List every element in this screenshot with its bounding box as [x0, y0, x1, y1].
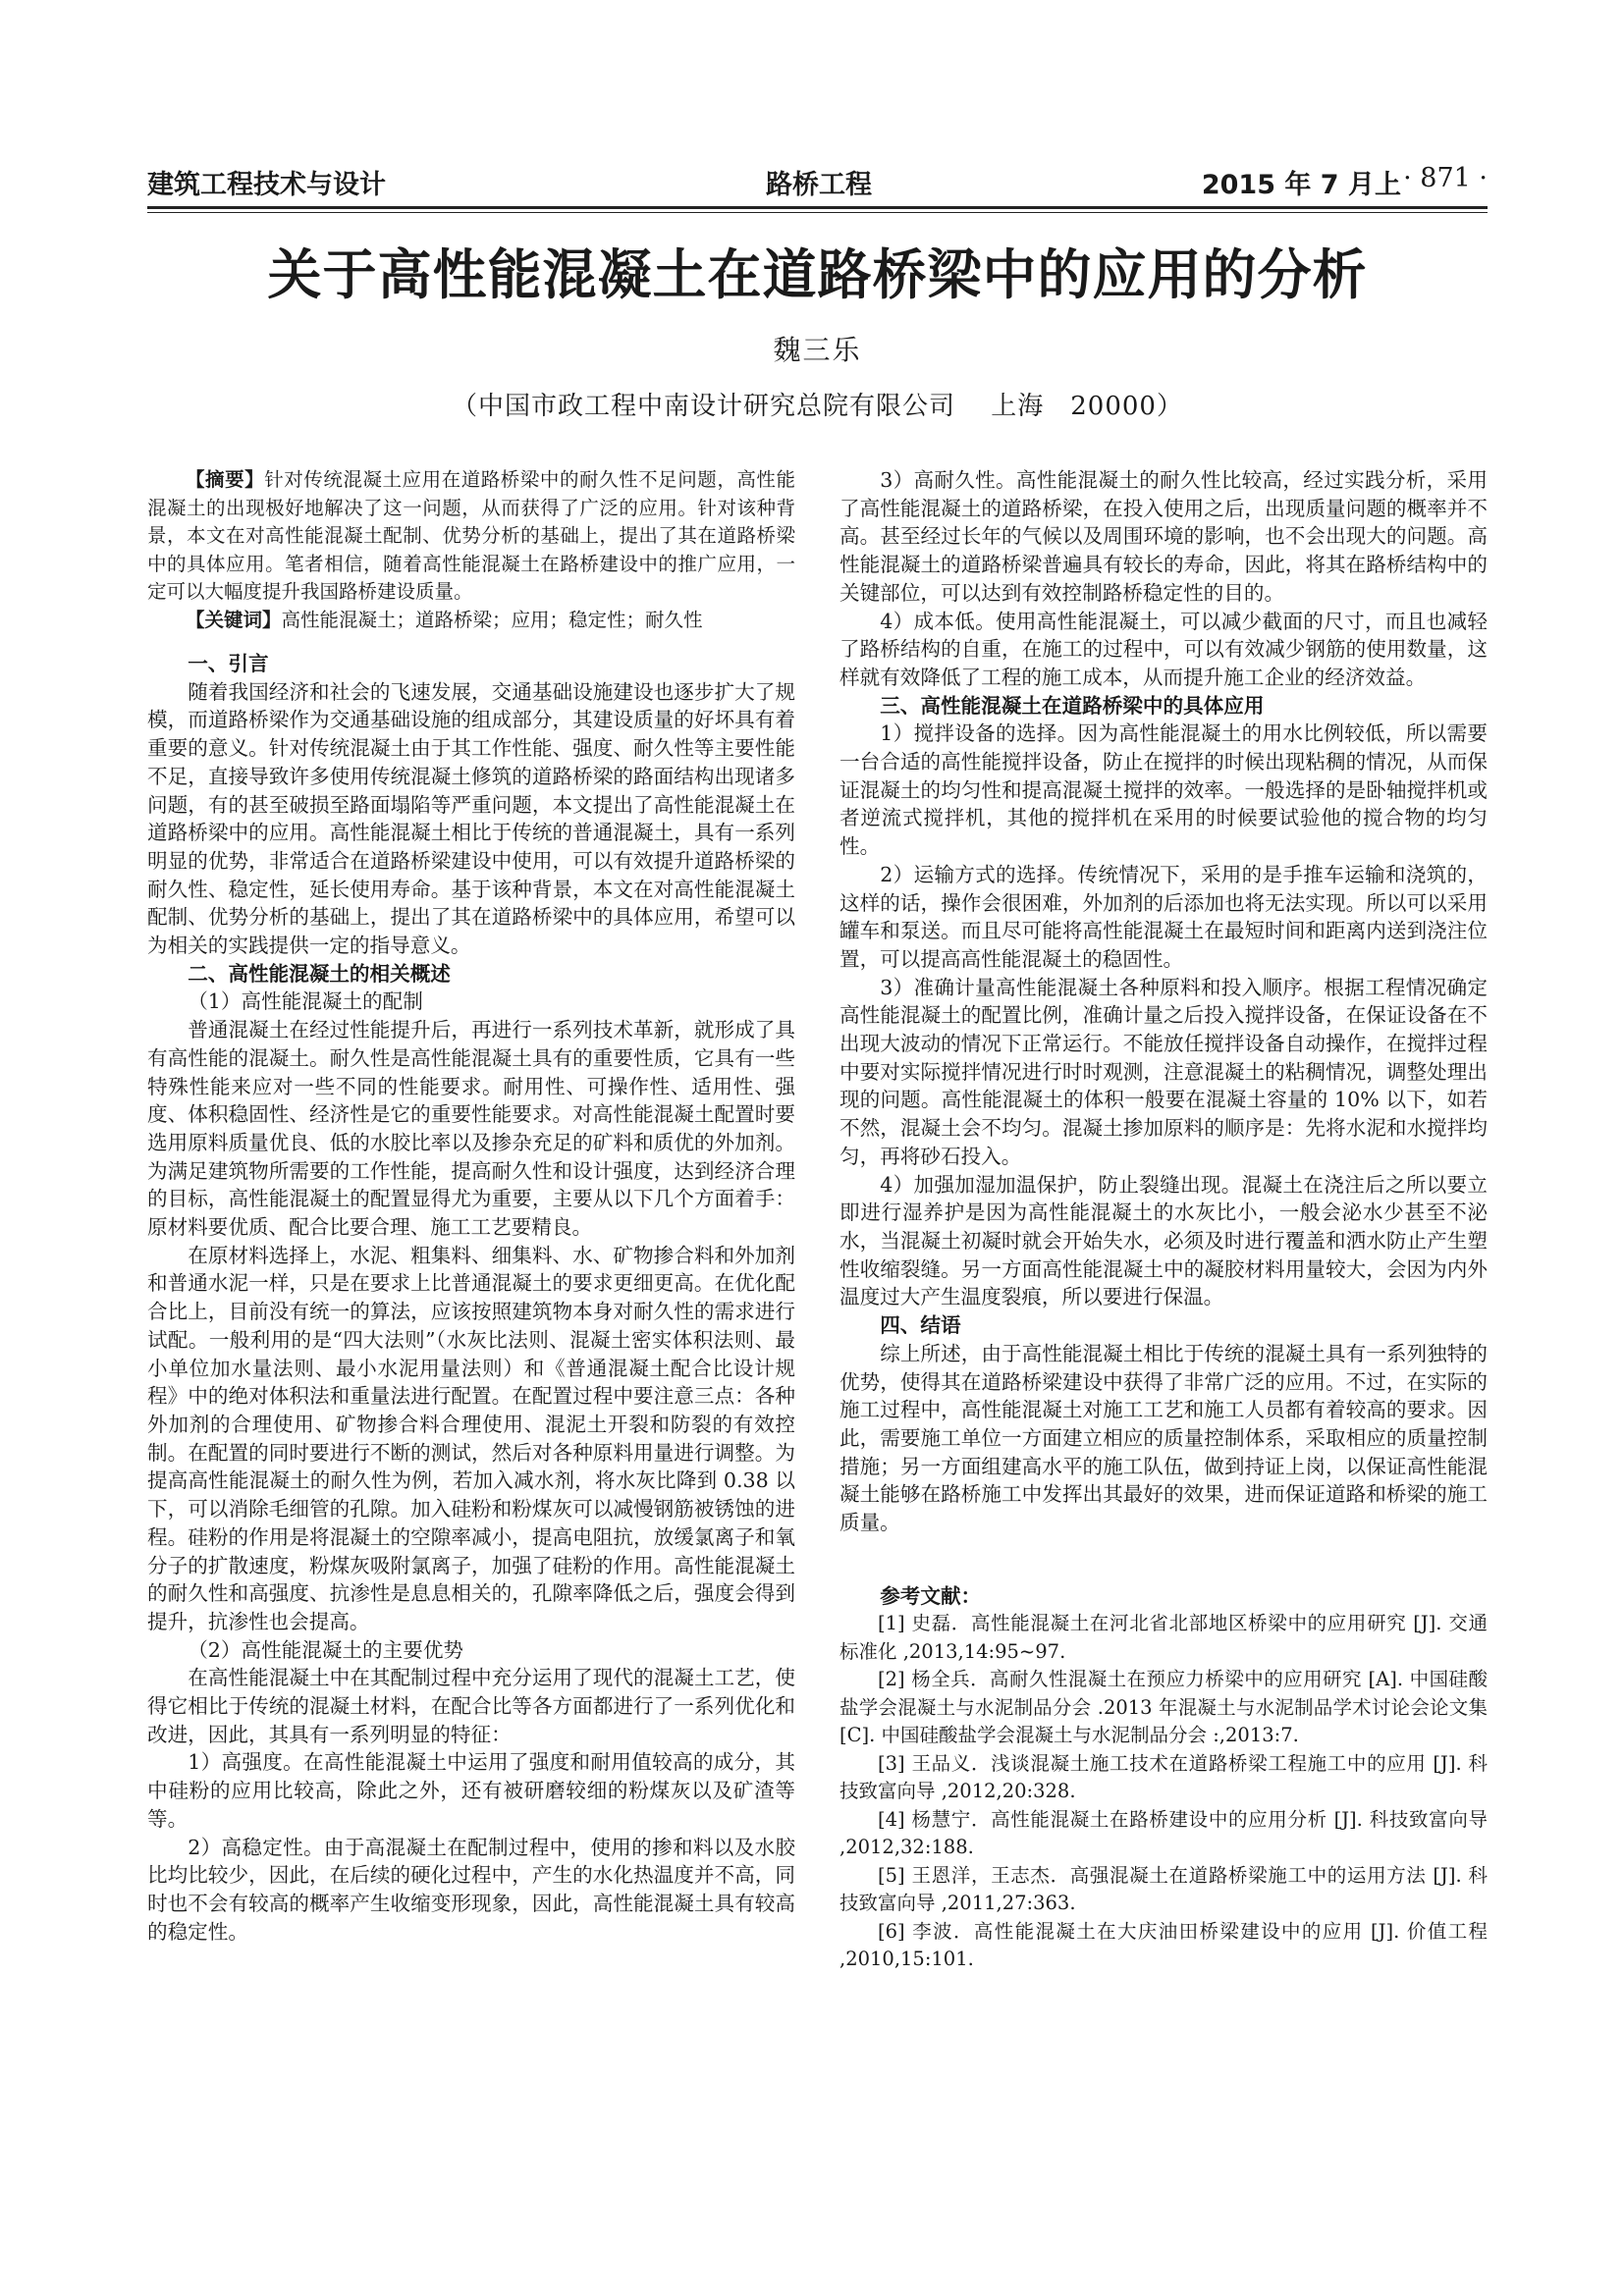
reference-item: [3] 王品义．浅谈混凝土施工技术在道路桥梁工程施工中的应用 [J]. 科技致富向导 ,2012,20:328. — [839, 1751, 1488, 1803]
paragraph: 普通混凝土在经过性能提升后，再进行一系列技术革新，就形成了具有高性能的混凝土。耐久性是高性能混凝土具有的重要性质，它具有一些特殊性能来应对一些不同的性能要求。耐用性、可操作性、适用性、强度、体积稳固性、经济性是它的重要性能要求。对高性能混凝土配置时要选用原料质量优良、低的水胶比率以及掺杂充足的矿料和质优的外加剂。为满足建筑物所需要的工作性能，提高耐久性和设计强度，达到经济合理的目标，高性能混凝土的配置显得尤为重要，主要从以下几个方面着手：原材料要优质、配合比要合理、施工工艺要精良。 — [147, 1018, 795, 1240]
reference-item: [5] 王恩洋，王志杰．高强混凝土在道路桥梁施工中的运用方法 [J]. 科技致富向导 ,2011,27:363. — [839, 1863, 1488, 1915]
references-heading: 参考文献： — [880, 1583, 982, 1608]
reference-item: [4] 杨慧宁．高性能混凝土在路桥建设中的应用分析 [J]. 科技致富向导 ,2012,32:188. — [839, 1807, 1488, 1859]
section-heading-application: 三、高性能混凝土在道路桥梁中的具体应用 — [880, 693, 1265, 718]
keywords-label: 【关键词】 — [186, 608, 282, 631]
paragraph: 4）成本低。使用高性能混凝土，可以减少截面的尺寸，而且也减轻了路桥结构的自重，在施工的过程中，可以有效减少钢筋的使用数量，这样就有效降低了工程的施工成本，从而提升施工企业的经济效益。 — [839, 609, 1488, 689]
reference-item: [6] 李波．高性能混凝土在大庆油田桥梁建设中的应用 [J]. 价值工程 ,2010,15:101. — [839, 1919, 1488, 1971]
paper-title: 关于高性能混凝土在道路桥梁中的应用的分析 — [267, 242, 1368, 306]
paragraph: 在原材料选择上，水泥、粗集料、细集料、水、矿物掺合料和外加剂和普通水泥一样，只是在要求上比普通混凝土的要求更细更高。在优化配合比上，目前没有统一的算法，应该按照建筑物本身对耐久性的需求进行试配。一般利用的是“四大法则”（水灰比法则、混凝土密实体积法则、最小单位加水量法则、最小水泥用量法则）和《普通混凝土配合比设计规程》中的绝对体积法和重量法进行配置。在配置过程中要注意三点：各种外加剂的合理使用、矿物掺合料合理使用、混泥土开裂和防裂的有效控制。在配置的同时要进行不断的测试，然后对各种原料用量进行调整。为提高高性能混凝土的耐久性为例，若加入减水剂，将水灰比降到 0.38 以下，可以消除毛细管的孔隙。加入硅粉和粉煤灰可以减慢钢筋被锈蚀的进程。硅粉的作用是将混凝土的空隙率减小，提高电阻抗，放缓氯离子和氧分子的扩散速度，粉煤灰吸附氯离子，加强了硅粉的作用。高性能混凝土的耐久性和高强度、抗渗性是息息相关的，孔隙率降低之后，强度会得到提升，抗渗性也会提高。 — [147, 1243, 795, 1633]
subsection-heading: （2）高性能混凝土的主要优势 — [188, 1637, 464, 1662]
section-heading-overview: 二、高性能混凝土的相关概述 — [188, 961, 451, 986]
paragraph: 随着我国经济和社会的飞速发展，交通基础设施建设也逐步扩大了规模，而道路桥梁作为交通基础设施的组成部分，其建设质量的好坏具有着重要的意义。针对传统混凝土由于其工作性能、强度、耐久性等主要性能不足，直接导致许多使用传统混凝土修筑的道路桥梁的路面结构出现诸多问题，有的甚至破损至路面塌陷等严重问题，本文提出了高性能混凝土在道路桥梁中的应用。高性能混凝土相比于传统的普通混凝土，具有一系列明显的优势，非常适合在道路桥梁建设中使用，可以有效提升道路桥梁的耐久性、稳定性，延长使用寿命。基于该种背景，本文在对高性能混凝土配制、优势分析的基础上，提出了其在道路桥梁中的具体应用，希望可以为相关的实践提供一定的指导意义。 — [147, 679, 795, 958]
right-column — [839, 466, 1488, 1974]
page-number: · 871 · — [1403, 163, 1488, 193]
paragraph: 2）运输方式的选择。传统情况下，采用的是手推车运输和浇筑的，这样的话，操作会很困难，外加剂的后添加也将无法实现。所以可以采用罐车和泵送。而且尽可能将高性能混凝土在最短时间和距离内送到浇注位置，可以提高高性能混凝土的稳固性。 — [839, 862, 1488, 971]
keywords-text: 高性能混凝土；道路桥梁；应用；稳定性；耐久性 — [281, 608, 703, 631]
paragraph: 3）准确计量高性能混凝土各种原料和投入顺序。根据工程情况确定高性能混凝土的配置比例，准确计量之后投入搅拌设备，在保证设备在不出现大波动的情况下正常运行。不能放任搅拌设备自动操作，在搅拌过程中要对实际搅拌情况进行时时观测，注意混凝土的粘稠情况，调整处理出现的问题。高性能混凝土的体积一般要在混凝土容量的 10% 以下，如若不然，混凝土会不均匀。混凝土掺加原料的顺序是：先将水泥和水搅拌均匀，再将砂石投入。 — [839, 975, 1488, 1168]
paper-author: 魏三乐 — [773, 334, 862, 366]
paragraph: 3）高耐久性。高性能混凝土的耐久性比较高，经过实践分析，采用了高性能混凝土的道路桥梁，在投入使用之后，出现质量问题的概率并不高。甚至经过长年的气候以及周围环境的影响，也不会出现大的问题。高性能混凝土的道路桥梁普遍具有较长的寿命，因此，将其在路桥结构中的关键部位，可以达到有效控制路桥稳定性的目的。 — [839, 468, 1488, 605]
abstract-text: 针对传统混凝土应用在道路桥梁中的耐久性不足问题，高性能混凝土的出现极好地解决了这一问题，从而获得了广泛的应用。针对该种背景，本文在对高性能混凝土配制、优势分析的基础上，提出了其在道路桥梁中的具体应用。笔者相信，随着高性能混凝土在路桥建设中的推广应用，一定可以大幅度提升我国路桥建设质量。 — [147, 468, 795, 603]
left-column — [147, 466, 795, 1946]
running-header — [147, 157, 1488, 204]
abstract-label: 【摘要】 — [186, 468, 265, 491]
paragraph: 4）加强加湿加温保护，防止裂缝出现。混凝土在浇注后之所以要立即进行湿养护是因为高性能混凝土的水灰比小，一般会泌水少甚至不泌水，当混凝土初凝时就会开始失水，必须及时进行覆盖和洒水防止产生塑性收缩裂缝。另一方面高性能混凝土中的凝胶材料用量较大，会因为内外温度过大产生温度裂痕，所以要进行保温。 — [839, 1172, 1488, 1309]
paragraph: 1）搅拌设备的选择。因为高性能混凝土的用水比例较低，所以需要一台合适的高性能搅拌设备，防止在搅拌的时候出现粘稠的情况，从而保证混凝土的均匀性和提高混凝土搅拌的效率。一般选择的是卧轴搅拌机或者逆流式搅拌机，其他的搅拌机在采用的时候要试验他的搅合物的均匀性。 — [839, 721, 1488, 859]
reference-item: [1] 史磊．高性能混凝土在河北省北部地区桥梁中的应用研究 [J]. 交通标准化 ,2013,14:95~97. — [839, 1612, 1488, 1663]
header-rule-thin — [147, 212, 1488, 213]
reference-item: [2] 杨全兵．高耐久性混凝土在预应力桥梁中的应用研究 [A]. 中国硅酸盐学会混凝土与水泥制品分会 .2013 年混凝土与水泥制品学术讨论会论文集 [C]. 中国硅酸盐学会混凝土与水泥制品分会 :,2013:7. — [839, 1668, 1488, 1747]
journal-name: 建筑工程技术与设计 — [147, 170, 386, 200]
paragraph: 1）高强度。在高性能混凝土中运用了强度和耐用值较高的成分，其中硅粉的应用比较高，除此之外，还有被研磨较细的粉煤灰以及矿渣等等。 — [147, 1750, 795, 1831]
section-heading-conclusion: 四、结语 — [880, 1313, 961, 1338]
paragraph: 2）高稳定性。由于高混凝土在配制过程中，使用的掺和料以及水胶比均比较少，因此，在后续的硬化过程中，产生的水化热温度并不高，同时也不会有较高的概率产生收缩变形现象，因此，高性能混凝土具有较高的稳定性。 — [147, 1835, 795, 1944]
author-affiliation: （中国市政工程中南设计研究总院有限公司 上海 20000） — [452, 392, 1183, 421]
issue-date: 2015 年 7 月上 — [1201, 170, 1401, 200]
section-heading-intro: 一、引言 — [188, 652, 269, 675]
subsection-heading: （1）高性能混凝土的配制 — [188, 989, 423, 1014]
paragraph: 综上所述，由于高性能混凝土相比于传统的混凝土具有一系列独特的优势，使得其在道路桥梁建设中获得了非常广泛的应用。不过，在实际的施工过程中，高性能混凝土对施工工艺和施工人员都有着较高的要求。因此，需要施工单位一方面建立相应的质量控制体系，采取相应的质量控制措施；另一方面组建高水平的施工队伍，做到持证上岗，以保证高性能混凝土能够在路桥施工中发挥出其最好的效果，进而保证道路和桥梁的施工质量。 — [839, 1341, 1488, 1535]
paragraph: 在高性能混凝土中在其配制过程中充分运用了现代的混凝土工艺，使得它相比于传统的混凝土材料，在配合比等各方面都进行了一系列优化和改进，因此，其具有一系列明显的特征： — [147, 1666, 795, 1746]
abstract — [147, 466, 795, 607]
header-rule — [147, 206, 1488, 209]
section-name: 路桥工程 — [766, 170, 872, 200]
keywords — [147, 607, 795, 635]
